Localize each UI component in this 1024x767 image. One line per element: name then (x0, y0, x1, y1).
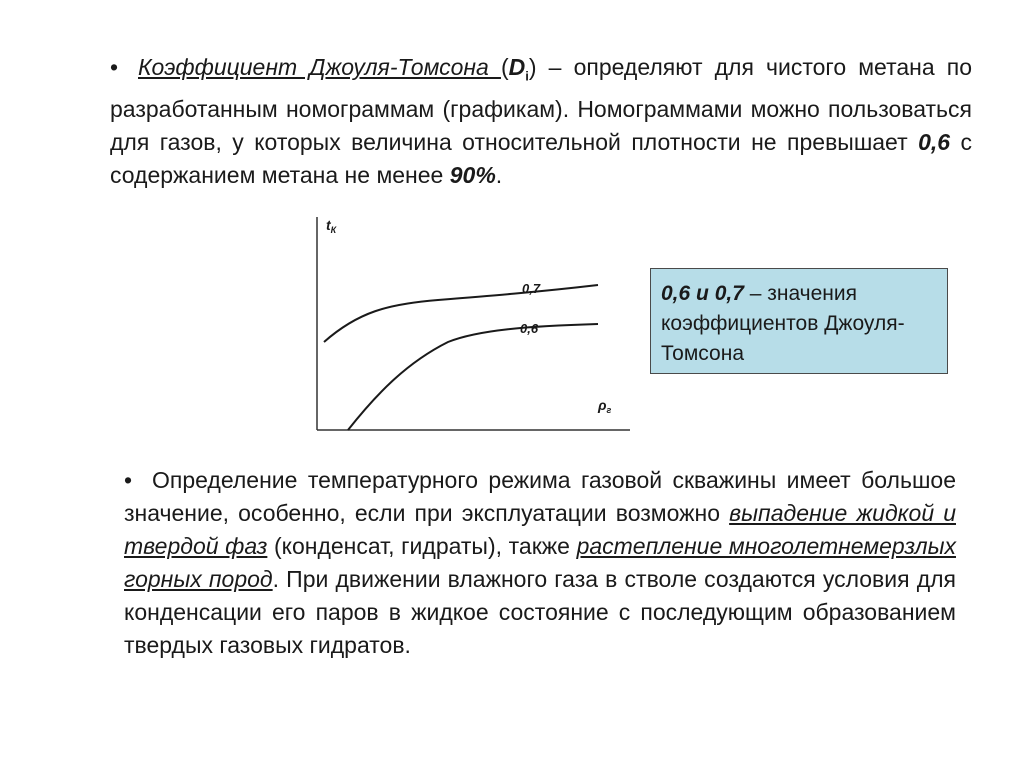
series-label-0-6: 0,6 (520, 321, 539, 336)
paragraph-end: . (495, 161, 503, 188)
legend-callout-box (650, 268, 948, 374)
series-label-0-7: 0,7 (522, 281, 541, 296)
paragraph-text: ) – определяют для чистого метана по разработанным номограммам (графикам). Номограммами можно пользоваться для газов, у которых величина относительной плотности не превышает (110, 54, 973, 155)
nomogram-chart (298, 212, 638, 437)
paragraph-text-mid: (конденсат, гидраты), также (267, 533, 577, 559)
symbol-d: D (508, 54, 526, 80)
paren-open: ( (500, 54, 509, 80)
phrase-phase-dropout: выпадение жидкой и твердой фаз (124, 500, 956, 559)
paragraph-joule-thomson (110, 51, 972, 192)
value-methane: 90% (449, 161, 496, 188)
bullet: • (110, 54, 119, 80)
curve-0-7 (324, 285, 598, 342)
paragraph-text: Определение температурного режима газовой скважины имеет большое значение, особенно, если при эксплуатации возможно (124, 467, 956, 526)
paragraph-temperature-regime (124, 464, 956, 662)
callout-values: 0,6 и 0,7 (661, 282, 744, 305)
y-axis-label: $t_К$ (326, 217, 337, 235)
callout-text: – значения коэффициентов Джоуля-Томсона (661, 282, 905, 365)
paragraph-text-rest: . При движении влажного газа в стволе создаются условия для конденсации его паров в жидкое состояние с последующим образованием твердых газовых гидратов. (124, 566, 956, 658)
bullet: • (124, 467, 133, 493)
value-density: 0,6 (918, 128, 951, 155)
symbol-subscript: i (525, 68, 529, 84)
phrase-permafrost-thaw: растепление многолетнемерзлых горных пород (124, 533, 956, 592)
x-axis-label: $\rho_г$ (598, 397, 612, 415)
curve-0-6 (348, 324, 598, 430)
paragraph-text-mid: с содержанием метана не менее (110, 128, 972, 188)
term-joule-thomson: Коэффициент Джоуля-Томсона (138, 54, 501, 80)
